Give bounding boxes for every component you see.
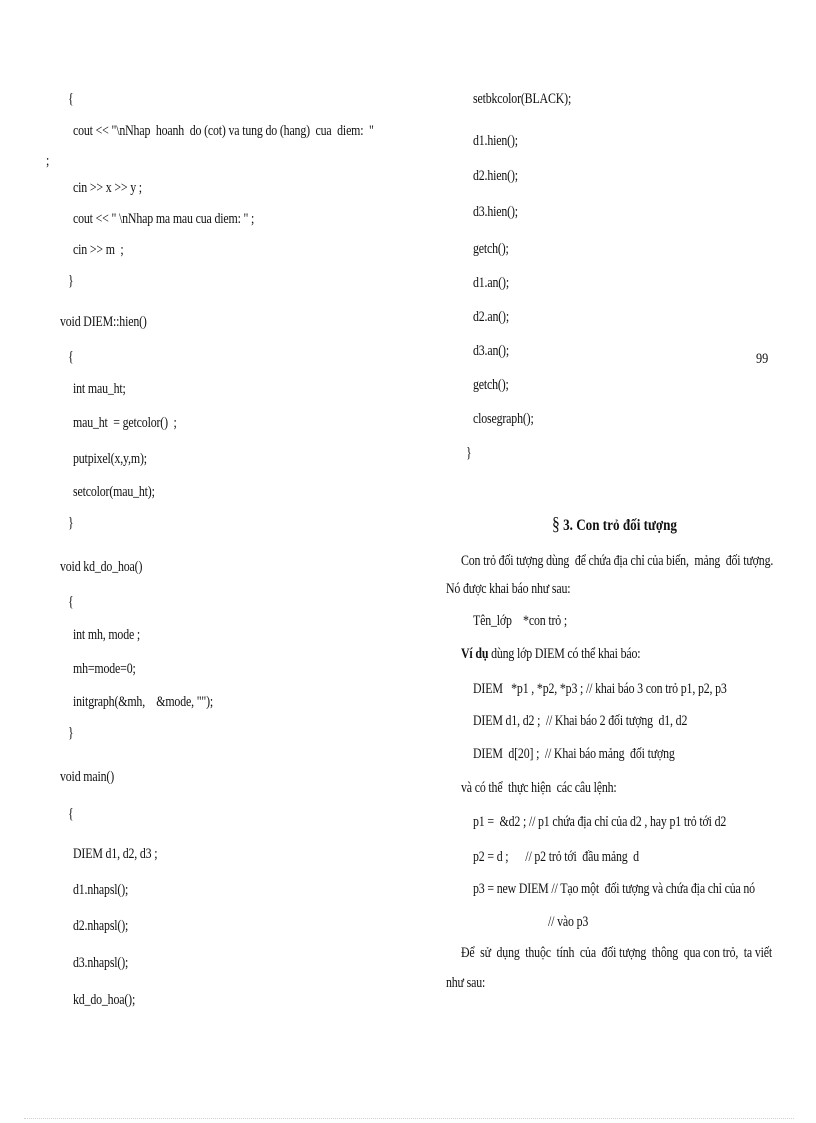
section-title: 3. Con trỏ đối tượng (563, 517, 677, 534)
statement-line: p1 = &d2 ; // p1 chứa địa chỉ của d2 , hay p1 trỏ tới d2 (473, 814, 727, 830)
example-line: DIEM d1, d2 ; // Khai báo 2 đối tượng d1, d2 (473, 713, 688, 729)
code-line: d2.nhapsl(); (73, 918, 129, 934)
page-number: 99 (756, 351, 769, 367)
code-line: d3.nhapsl(); (73, 955, 129, 971)
code-line: getch(); (473, 241, 509, 257)
code-line: d3.an(); (473, 343, 510, 359)
code-line: { (68, 91, 74, 107)
statement-line: p3 = new DIEM // Tạo một đối tượng và chứa địa chỉ của nó (473, 881, 755, 897)
code-line: void DIEM::hien() (60, 314, 147, 330)
code-line: void kd_do_hoa() (60, 559, 143, 575)
example-intro-text: dùng lớp DIEM có thể khai báo: (488, 646, 641, 662)
code-line: cin >> m ; (73, 242, 124, 258)
section-heading (552, 514, 677, 536)
example-line: DIEM d[20] ; // Khai báo mảng đối tượng (473, 746, 675, 762)
example-label: Ví dụ (461, 646, 489, 662)
code-line: void main() (60, 769, 115, 785)
paragraph-line: và có thể thực hiện các câu lệnh: (461, 780, 617, 796)
code-line: d3.hien(); (473, 204, 518, 220)
code-line: initgraph(&mh, &mode, ""); (73, 694, 214, 710)
code-line: d2.an(); (473, 309, 510, 325)
example-intro (461, 645, 640, 663)
code-line: cin >> x >> y ; (73, 180, 142, 196)
code-line: mau_ht = getcolor() ; (73, 415, 177, 431)
code-line: putpixel(x,y,m); (73, 451, 147, 467)
paragraph-line: Để sử dụng thuộc tính của đối tượng thông qua con trỏ, ta viết (461, 945, 773, 961)
example-line: DIEM *p1 , *p2, *p3 ; // khai báo 3 con trỏ p1, p2, p3 (473, 681, 727, 697)
code-line: int mh, mode ; (73, 627, 141, 643)
code-line: } (68, 725, 74, 741)
code-line: closegraph(); (473, 411, 534, 427)
code-line: d1.nhapsl(); (73, 882, 129, 898)
declaration-line: Tên_lớp *con trỏ ; (473, 613, 567, 629)
code-line: kd_do_hoa(); (73, 992, 136, 1008)
code-line: getch(); (473, 377, 509, 393)
code-line: cout << "\nNhap hoanh do (cot) va tung do (hang) cua diem: " (73, 123, 374, 139)
code-line: } (68, 515, 74, 531)
code-line: cout << " \nNhap ma mau cua diem: " ; (73, 211, 255, 227)
code-line: { (68, 594, 74, 610)
code-line: setbkcolor(BLACK); (473, 91, 572, 107)
code-line: d2.hien(); (473, 168, 518, 184)
statement-line: // vào p3 (548, 914, 589, 930)
code-line: ; (46, 153, 50, 169)
code-line: } (68, 273, 74, 289)
code-line: DIEM d1, d2, d3 ; (73, 846, 158, 862)
statement-line: p2 = d ; // p2 trỏ tới đầu mảng d (473, 849, 639, 865)
paragraph-line: Con trỏ đối tượng dùng để chứa địa chỉ của biến, mảng đối tượng. (461, 553, 774, 569)
paragraph-line: Nó được khai báo như sau: (446, 581, 571, 597)
code-line: { (68, 349, 74, 365)
code-line: } (466, 445, 472, 461)
code-line: setcolor(mau_ht); (73, 484, 155, 500)
footer-divider (24, 1118, 794, 1119)
section-symbol: § (552, 514, 560, 535)
code-line: d1.hien(); (473, 133, 518, 149)
code-line: int mau_ht; (73, 381, 126, 397)
code-line: mh=mode=0; (73, 661, 136, 677)
code-line: d1.an(); (473, 275, 510, 291)
paragraph-line: như sau: (446, 975, 486, 991)
code-line: { (68, 806, 74, 822)
